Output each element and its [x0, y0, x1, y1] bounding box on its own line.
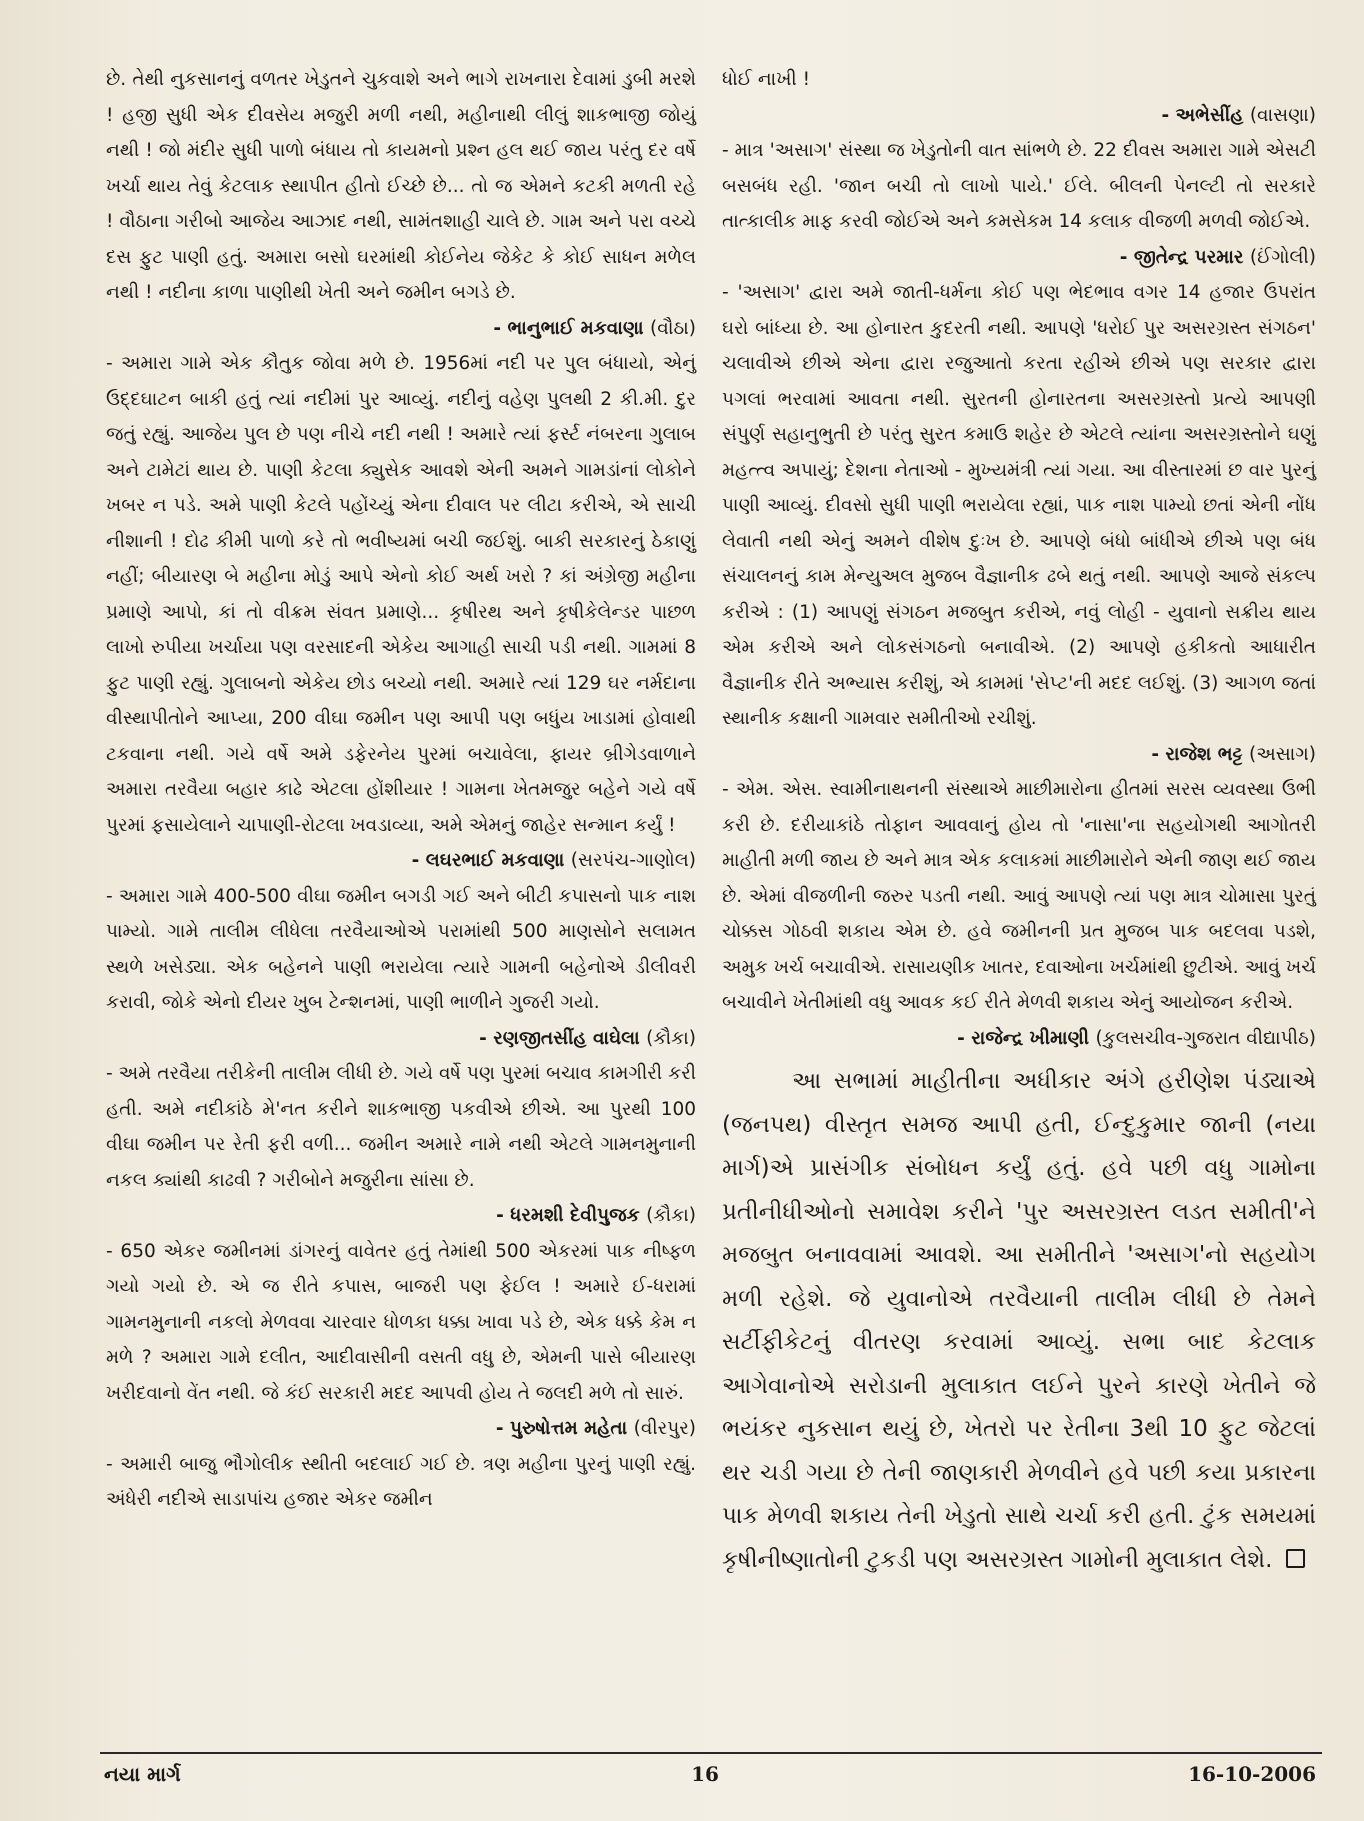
signature-name: - જીતેન્દ્ર પરમાર	[1119, 246, 1244, 268]
closing-text: આ સભામાં માહીતીના અધીકાર અંગે હરીણેશ પંડ્યાએ (જનપથ) વીસ્તૃત સમજ આપી હતી, ઈન્દુકુમાર જાની (નયા માર્ગ)એ પ્રાસંગીક સંબોધન કર્યું હતું. હવે પછી વધુ ગામોના પ્રતીનીધીઓનો સમાવેશ કરીને 'પુર અસરગ્રસ્ત લડત સમીતી'ને મજબુત બનાવવામાં આવશે. આ સમીતીને 'અસાગ'નો સહયોગ મળી રહેશે. જે યુવાનોએ તરવૈયાની તાલીમ લીધી છે તેમને સર્ટીફીકેટનું વીતરણ કરવામાં આવ્યું. સભા બાદ કેટલાક આગેવાનોએ સરોડાની મુલાકાત લઈને પુરને કારણે ખેતીને જે ભયંકર નુકસાન થયું છે, ખેતરો પર રેતીના 3થી 10 ફુટ જેટલાં થર ચડી ગયા છે તેની જાણકારી મેળવીને હવે પછી કયા પ્રકારના પાક મેળવી શકાય તેની ખેડુતો સાથે ચર્ચા કરી હતી. ટુંક સમયમાં કૃષીનીષ્ણાતોની ટુકડી પણ અસરગ્રસ્ત ગામોની મુલાકાત લેશે.	[722, 1068, 1316, 1573]
signature-place: (વીરપુર)	[633, 1418, 696, 1439]
page-number: 16	[691, 1762, 719, 1786]
paragraph: - અમારી બાજુ ભૌગોલીક સ્થીતી બદલાઈ ગઈ છે. ત્રણ મહીના પુરનું પાણી રહ્યું. અંધેરી નદીએ સાડાપાંચ હજાર એકર જમીન	[106, 1453, 696, 1510]
paragraph: - 650 એકર જમીનમાં ડાંગરનું વાવેતર હતું તેમાંથી 500 એકરમાં પાક નીષ્ફળ ગયો ગયો છે. એ જ રીતે કપાસ, બાજરી પણ ફેઈલ ! અમારે ઈ-ધરામાં ગામનમુનાની નકલો મેળવવા ચારવાર ધોળકા ધક્કા ખાવા પડે છે, એક ધક્કે કેમ ન મળે ? અમારા ગામે દલીત, આદીવાસીની વસતી વધુ છે, એમની પાસે બીયારણ ખરીદવાનો વેંત નથી. જે કંઈ સરકારી મદદ આપવી હોય તે જલદી મળે તો સારું.	[106, 1240, 696, 1404]
signature-name: - રાજેન્દ્ર ખીમાણી	[957, 1027, 1089, 1049]
signature	[722, 737, 1316, 773]
right-column	[722, 62, 1316, 1582]
signature-place: (વાસણા)	[1249, 104, 1316, 126]
signature-place: (કૌકા)	[646, 1027, 696, 1049]
paragraph: ધોઈ નાખી !	[722, 69, 810, 90]
left-column	[106, 62, 696, 1518]
signature-name: - પુરુષોત્તમ મહેતા	[495, 1418, 628, 1439]
signature	[106, 311, 696, 347]
signature-place: (સરપંચ-ગાણોલ)	[570, 850, 696, 871]
paragraph: - 'અસાગ' દ્વારા અમે જાતી-ધર્મના કોઈ પણ ભેદભાવ વગર 14 હજાર ઉપરાંત ઘરો બાંધ્યા છે. આ હોનારત કુદરતી નથી. આપણે 'ધરોઈ પુર અસરગ્રસ્ત સંગઠન' ચલાવીએ છીએ એના દ્વારા રજુઆતો કરતા રહીએ છીએ પણ સરકાર દ્વારા પગલાં ભરવામાં આવતા નથી. સુરતની હોનારતના અસરગ્રસ્તો પ્રત્યે આપણી સંપુર્ણ સહાનુભુતી છે પરંતુ સુરત કમાઉ શહેર છે એટલે ત્યાંના અસરગ્રસ્તોને ઘણું મહત્ત્વ અપાયું; દેશના નેતાઓ - મુખ્યમંત્રી ત્યાં ગયા. આ વીસ્તારમાં છ વાર પુરનું પાણી આવ્યું. દીવસો સુધી પાણી ભરાયેલા રહ્યાં, પાક નાશ પામ્યો છતાં એની નોંધ લેવાતી નથી એનું અમને વીશેષ દુઃખ છે. આપણે બંધો બાંધીએ છીએ પણ બંધ સંચાલનનું કામ મેન્યુઅલ મુજબ વૈજ્ઞાનીક ઢબે થતું નથી. આપણે આજે સંકલ્પ કરીએ : (1) આપણું સંગઠન મજબુત કરીએ, નવું લોહી - યુવાનો સક્રીય થાય એમ કરીએ અને લોકસંગઠનો બનાવીએ. (2) આપણે હકીકતો આધારીત વૈજ્ઞાનીક રીતે અભ્યાસ કરીશું, એ કામમાં 'સેપ્ટ'ની મદદ લઈશું. (3) આગળ જતાં સ્થાનીક કક્ષાની ગામવાર સમીતીઓ રચીશું.	[722, 282, 1316, 729]
signature	[106, 843, 696, 879]
signature	[106, 1021, 696, 1057]
signature-name: - રાજેશ ભટ્ટ	[1151, 743, 1243, 765]
end-mark-icon	[1286, 1549, 1305, 1568]
signature-name: - ભાનુભાઈ મકવાણા	[493, 317, 644, 339]
signature	[722, 1021, 1316, 1057]
signature-name: - લઘરભાઈ મકવાણા	[411, 850, 565, 871]
signature	[106, 1198, 696, 1234]
footer-publication: નયા માર્ગ	[104, 1762, 181, 1786]
signature-name: - રણજીતસીંહ વાઘેલા	[479, 1027, 640, 1049]
signature	[722, 98, 1316, 134]
paragraph: - અમે તરવૈયા તરીકેની તાલીમ લીધી છે. ગયે વર્ષે પણ પુરમાં બચાવ કામગીરી કરી હતી. અમે નદીકાંઠે મે'નત કરીને શાકભાજી પકવીએ છીએ. આ પુરથી 100 વીઘા જમીન પર રેતી ફરી વળી... જમીન અમારે નામે નથી એટલે ગામનમુનાની નકલ ક્યાંથી કાઢવી ? ગરીબોને મજુરીના સાંસા છે.	[106, 1063, 696, 1191]
paragraph: - એમ. એસ. સ્વામીનાથનની સંસ્થાએ માછીમારોના હીતમાં સરસ વ્યવસ્થા ઉભી કરી છે. દરીયાકાંઠે તોફાન આવવાનું હોય તો 'નાસા'ના સહયોગથી આગોતરી માહીતી મળી જાય છે અને માત્ર એક કલાકમાં માછીમારોને એની જાણ થઈ જાય છે. એમાં વીજળીની જરુર પડતી નથી. આવું આપણે ત્યાં પણ માત્ર ચોમાસા પુરતું ચોક્કસ ગોઠવી શકાય એમ છે. હવે જમીનની પ્રત મુજબ પાક બદલવા પડશે, અમુક ખર્ચ બચાવીએ. રાસાયણીક ખાતર, દવાઓના ખર્ચમાંથી છુટીએ. આવું ખર્ચ બચાવીને ખેતીમાંથી વધુ આવક કઈ રીતે મેળવી શકાય એનું આયોજન કરીએ.	[722, 779, 1316, 1013]
signature-place: (વૌઠા)	[649, 317, 696, 339]
signature	[106, 1411, 696, 1447]
paragraph: - માત્ર 'અસાગ' સંસ્થા જ ખેડુતોની વાત સાંભળે છે. 22 દીવસ અમારા ગામે એસટી બસબંધ રહી. 'જાન બચી તો લાખો પાયે.' ઈલે. બીલની પેનલ્ટી તો સરકારે તાત્કાલીક માફ કરવી જોઈએ અને કમસેકમ 14 કલાક વીજળી મળવી જોઈએ.	[722, 140, 1316, 232]
signature-name: - અભેસીંહ	[1161, 104, 1244, 126]
signature-name: - ધરમશી દેવીપુજક	[496, 1205, 640, 1226]
paragraph: છે. તેથી નુકસાનનું વળતર ખેડુતને ચુકવાશે અને ભાગે રાખનારા દેવામાં ડુબી મરશે ! હજી સુધી એક દીવસેય મજુરી મળી નથી, મહીનાથી લીલું શાકભાજી જોયું નથી ! જો મંદીર સુધી પાળો બંધાય તો કાયમનો પ્રશ્ન હલ થઈ જાય પરંતુ દર વર્ષે ખર્ચા થાય તેવું કેટલાક સ્થાપીત હીતો ઈચ્છે છે... તો જ એમને કટકી મળતી રહે ! વૌઠાના ગરીબો આજેય આઝાદ નથી, સામંતશાહી ચાલે છે. ગામ અને પરા વચ્ચે દસ ફુટ પાણી હતું. અમારા બસો ઘરમાંથી કોઈનેય જેકેટ કે કોઈ સાધન મળેલ નથી ! નદીના કાળા પાણીથી ખેતી અને જમીન બગડે છે.	[106, 69, 696, 303]
signature	[722, 240, 1316, 276]
footer-date: 16-10-2006	[1188, 1762, 1316, 1786]
paragraph: - અમારા ગામે એક કૌતુક જોવા મળે છે. 1956માં નદી પર પુલ બંધાયો, એનું ઉદ્દઘાટન બાકી હતું ત્યાં નદીમાં પુર આવ્યું. નદીનું વહેણ પુલથી 2 કી.મી. દુર જતું રહ્યું. આજેય પુલ છે પણ નીચે નદી નથી ! અમારે ત્યાં ફર્સ્ટ નંબરના ગુલાબ અને ટામેટાં થાય છે. પાણી કેટલા ક્યુસેક આવશે એની અમને ગામડાંનાં લોકોને ખબર ન પડે. અમે પાણી કેટલે પહોંચ્યું એના દીવાલ પર લીટા કરીએ, એ સાચી નીશાની ! દોઢ કીમી પાળો કરે તો ભવીષ્યમાં બચી જઈશું. બાકી સરકારનું ઠેકાણું નહીં; બીયારણ બે મહીના મોડું આપે એનો કોઈ અર્થ ખરો ? કાં અંગ્રેજી મહીના પ્રમાણે આપો, કાં તો વીક્રમ સંવત પ્રમાણે... કૃષીરથ અને કૃષીકેલેન્ડર પાછળ લાખો રુપીયા ખર્ચાયા પણ વરસાદની એકેય આગાહી સાચી પડી નથી. ગામમાં 8 ફુટ પાણી રહ્યું. ગુલાબનો એકેય છોડ બચ્યો નથી. અમારે ત્યાં 129 ઘર નર્મદાના વીસ્થાપીતોને આપ્યા, 200 વીઘા જમીન પણ આપી પણ બધુંય ખાડામાં હોવાથી ટકવાના નથી. ગયે વર્ષે અમે ડફેરનેય પુરમાં બચાવેલા, ફાયર બ્રીગેડવાળાને અમારા તરવૈયા બહાર કાઢે એટલા હોંશીયાર ! ગામના ખેતમજુર બહેને ગયે વર્ષે પુરમાં ફસાયેલાને ચાપાણી-રોટલા ખવડાવ્યા, અમે એમનું જાહેર સન્માન કર્યું !	[106, 353, 696, 836]
signature-place: (ઈંગોલી)	[1249, 246, 1316, 268]
signature-place: (અસાગ)	[1249, 743, 1316, 765]
signature-place: (કૌકા)	[646, 1205, 696, 1226]
footer-divider	[100, 1752, 1322, 1754]
closing-paragraph	[722, 1060, 1316, 1582]
paragraph: - અમારા ગામે 400-500 વીઘા જમીન બગડી ગઈ અને બીટી કપાસનો પાક નાશ પામ્યો. ગામે તાલીમ લીધેલા તરવૈયાઓએ પરામાંથી 500 માણસોને સલામત સ્થળે ખસેડ્યા. એક બહેનને પાણી ભરાયેલા ત્યારે ગામની બહેનોએ ડીલીવરી કરાવી, જોકે એનો દીયર ખુબ ટેન્શનમાં, પાણી ભાળીને ગુજરી ગયો.	[106, 885, 696, 1013]
signature-place: (કુલસચીવ-ગુજરાત વીદ્યાપીઠ)	[1095, 1027, 1316, 1049]
